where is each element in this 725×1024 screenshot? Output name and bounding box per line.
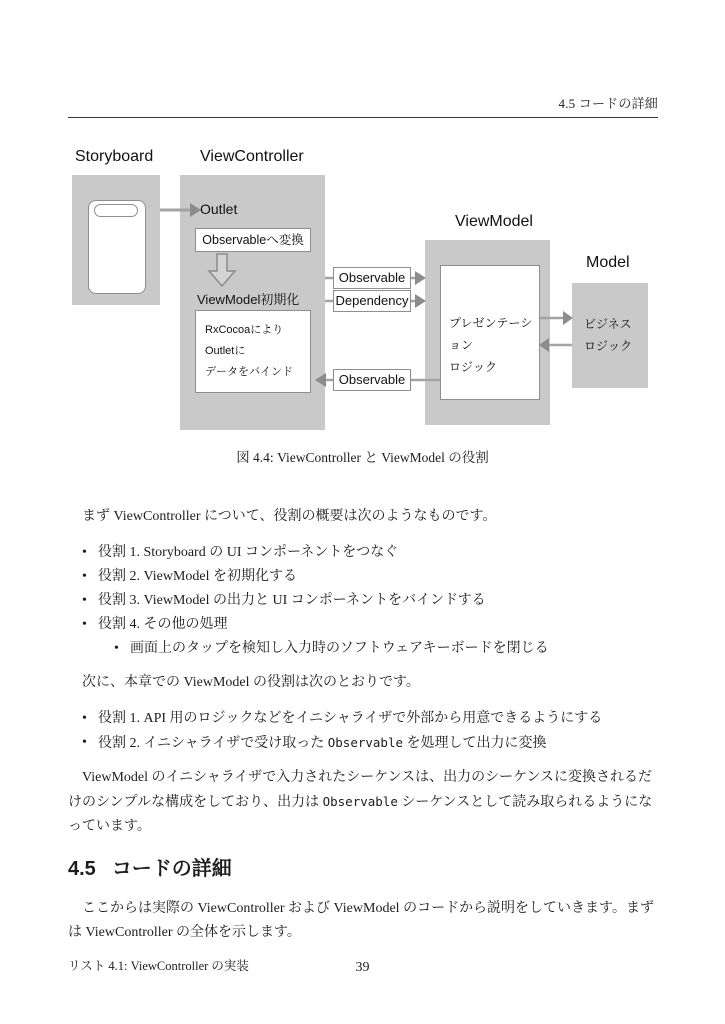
figure-caption: 図 4.4: ViewController と ViewModel の役割 — [236, 450, 489, 465]
body-text — [68, 505, 660, 978]
paragraph-text: シーケンスとして読み取られるようになっています。 — [68, 795, 653, 834]
rxcocoa-bind-line: データをバインド — [205, 366, 293, 378]
arrow-down-to-viewmodel-init — [209, 254, 235, 286]
viewcontroller-role-list — [68, 541, 660, 661]
arrow-model-to-viewmodel — [539, 338, 572, 352]
outlet-label: Outlet — [200, 201, 238, 217]
presentation-logic-line: プレゼンテーション — [449, 316, 533, 352]
business-logic-line: ビジネス — [584, 317, 632, 331]
section-title: コードの詳細 — [111, 858, 232, 880]
viewmodel-label: ViewModel — [455, 213, 533, 230]
list-item: • 画面上のタップを検知し入力時のソフトウェアキーボードを閉じる — [98, 637, 660, 661]
list-item: • 役割 1. Storyboard の UI コンポーネントをつなぐ — [68, 541, 660, 565]
list-item-text: を処理して出力に変換 — [403, 736, 547, 751]
list-item: • 役割 2. ViewModel を初期化する — [68, 565, 660, 589]
list-item-text: 役割 2. イニシャライザで受け取った — [98, 736, 328, 751]
inline-code: Observable — [327, 735, 404, 750]
presentation-logic-box — [440, 265, 540, 400]
arrow-viewmodel-to-model — [540, 311, 573, 325]
viewcontroller-label: ViewController — [200, 148, 304, 165]
page-number: 39 — [355, 960, 370, 975]
paragraph: ここからは実際の ViewController および ViewModel のコードから説明をしていきます。まずは ViewController の全体を示します。 — [68, 901, 654, 940]
arrow-storyboard-to-outlet — [160, 203, 201, 217]
rxcocoa-bind-box — [195, 310, 311, 393]
business-logic-line: ロジック — [584, 339, 633, 353]
paragraph: まず ViewController について、役割の概要は次のようなものです。 — [68, 509, 497, 524]
rxcocoa-bind-line: RxCocoaにより — [205, 324, 284, 336]
storyboard-label: Storyboard — [75, 148, 154, 165]
nested-list — [98, 637, 660, 661]
to-observable-box: Observableへ変換 — [195, 228, 311, 252]
edge-observable-top: Observable — [333, 267, 411, 289]
inline-code: Observable — [322, 794, 398, 809]
presentation-logic-line: ロジック — [449, 360, 498, 374]
list-item — [68, 613, 660, 661]
viewmodel-init-label: ViewModel初期化 — [197, 292, 300, 307]
business-logic-text — [572, 313, 648, 357]
model-label: Model — [586, 254, 630, 271]
list-item: • 役割 1. API 用のロジックなどをイニシャライザで外部から用意できるようにする — [68, 707, 660, 731]
figure-diagram — [68, 145, 658, 437]
section-heading — [68, 854, 660, 884]
viewmodel-role-list — [68, 707, 660, 756]
running-header: 4.5 コードの詳細 — [68, 93, 658, 118]
rxcocoa-bind-line: Outletに — [205, 345, 246, 357]
paragraph — [68, 766, 660, 839]
paragraph-text: ViewModel のイニシャライザで入力されたシーケンスは、出力のシーケンスに変換されるだけのシンプルな構成をしており、出力は — [68, 770, 653, 810]
edge-dependency: Dependency — [333, 290, 411, 312]
edge-observable-bottom: Observable — [333, 369, 411, 391]
listing-caption: リスト 4.1: ViewController の実装 — [68, 959, 249, 973]
list-item-text: 役割 4. その他の処理 — [98, 617, 228, 632]
section-number: 4.5 — [68, 858, 96, 880]
paragraph: 次に、本章での ViewModel の役割は次のとおりです。 — [68, 675, 420, 690]
list-item — [68, 731, 660, 756]
list-item: • 役割 3. ViewModel の出力と UI コンポーネントをバインドする — [68, 589, 660, 613]
